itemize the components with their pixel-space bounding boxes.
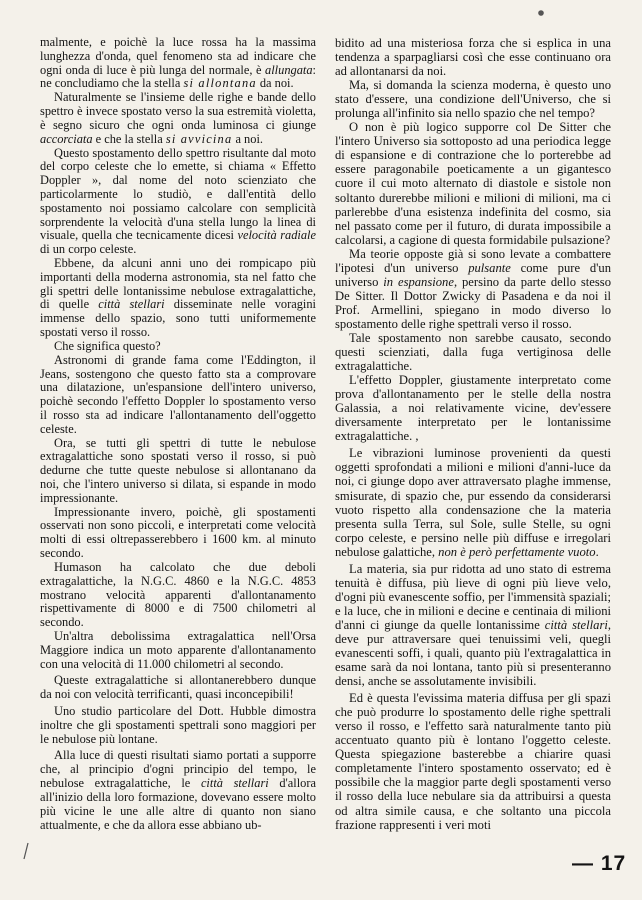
left-column-paragraph: Ora, se tutti gli spettri di tutte le nebulose extragalattiche sono spostati verso il rosso, si può dedurne che tutte queste nebulose si allontanano da noi, che l'intero universo si dilata, si espande in modo impressionante. (40, 435, 316, 505)
left-column-paragraph: Questo spostamento dello spettro risultante dal moto del corpo celeste che lo emette, si chiama « Effetto Doppler », dal nome del noto scienziato che particolarmente lo studiò, e dall'entità dello spostamento noi possiamo calcolare con semplicità sorprendente la velocità d'una stella lungo la linea di visuale, quella che tecnicamente dicesi velocità radiale di un corpo celeste. (40, 145, 316, 257)
left-column-paragraph: malmente, e poichè la luce rossa ha la massima lunghezza d'onda, quel fenomeno sta ad indicare che ogni onda di luce è più lunga del normale, è allungata: ne concludiamo che la stella si allontana da noi. (40, 35, 316, 91)
left-column-paragraph: Impressionante invero, poichè, gli spostamenti osservati non sono piccoli, e interpretati come velocità molti di essi oltrepasserebbero i 1600 km. al minuto secondo. (40, 504, 316, 561)
right-column-paragraph: bidito ad una misteriosa forza che si esplica in una tendenza a sparpagliarsi così che esse continuano ora ad allontanarsi da noi. (335, 36, 611, 79)
left-column (40, 36, 316, 832)
left-column-paragraph: Che significa questo? (54, 338, 161, 353)
left-column-paragraph: Astronomi di grande fama come l'Eddington, il Jeans, sostengono che questo fatto sta a comprovare una dilatazione, un'espansione dell'intero universo, poichè secondo l'effetto Doppler lo spostamento verso il rosso sta ad indicare l'allontanamento dell'oggetto celeste. (40, 352, 316, 436)
left-column-paragraph: Queste extragalattiche si allontanerebbero dunque da noi con velocità terrificanti, quasi inconcepibili! (40, 673, 316, 702)
margin-tick-mark (22, 842, 30, 860)
left-column-paragraph: Un'altra debolissima extragalattica nell'Orsa Maggiore indica un moto apparente d'allontanamento con una velocità di 11.000 chilometri al secondo. (40, 628, 316, 671)
left-column-paragraph: Ebbene, da alcuni anni uno dei rompicapo più importanti della moderna astronomia, sta nel fatto che gli spettri delle lontanissime nebulose extragalattiche, di quelle città stellari disseminate nelle voragini immense dello spazio, sono tutti uniformemente spostati verso il rosso. (40, 256, 316, 340)
right-column-paragraph: Ma teorie opposte già si sono levate a combattere l'ipotesi d'un universo pulsante come pure d'un universo in espansione, persino da parte dello stesso De Sitter. Il Dottor Zwicky di Pasadena e da noi il Prof. Armellini, spiegano in modo diverso lo spostamento delle righe spettrali verso il rosso. (335, 246, 611, 331)
right-column-paragraph: O non è più logico supporre col De Sitter che l'intero Universo sia sottoposto ad una periodica legge di espansione e di contrazione che lo porterebbe ad essere paragonabile poeticamente a un gigantesco cuore il cui moto alternato di diastole e sistole non soltanto durerebbe milioni e milioni di milioni, ma ci parlerebbe d'una esistenza indefinita del cosmo, sia nel passato come per il futuro, di durata impossibile a calcolarsi, a cagione di questa formidabile pulsazione? (335, 120, 611, 247)
left-column-paragraph: Humason ha calcolato che due deboli extragalattiche, la N.G.C. 4860 e la N.G.C. 4853 mostrano velocità apparenti d'allontanamento rispettivamente di 8000 e di 7500 chilometri al secondo. (40, 559, 316, 630)
right-column-paragraph: Ma, si domanda la scienza moderna, è questo uno stato d'essere, una condizione dell'Universo, che si prolunga all'infinito sia nello spazio che nel tempo? (335, 78, 611, 121)
page-number: — 17 (572, 852, 627, 875)
right-column-paragraph: La materia, sia pur ridotta ad uno stato di estrema tenuità è diffusa, più lieve di ogni più lieve velo, d'ogni più evanescente soffio, per l'immensità spaziali; e la luce, che in milioni e decine e centinaia di milioni d'anni ci giunge da quelle lontanissime città stellari, deve pur attraversare quei tenuissimi veli, quegli evanescenti soffi, i quali, quanto più l'extragalattica in esame sarà da noi lontana, tanto più si presenteranno densi, anche se assolutamente invisibili. (335, 561, 611, 689)
right-column-paragraph: Ed è questa l'evissima materia diffusa per gli spazi che può produrre lo spostamento delle righe spettrali verso il rosso, e l'effetto sarà naturalmente tanto più accentuato quanto più è lontano l'oggetto celeste. Questa spiegazione basterebbe a chiarire quasi completamente l'intero spostamento osservato; ed è possibile che la maggior parte degli spostamenti verso il rosso della luce nebulare sia da attribuirsi a questa od altra simile causa, e che soltanto una piccola frazione rappresenti i veri moti (335, 691, 611, 832)
right-column-paragraph: Le vibrazioni luminose provenienti da questi oggetti sprofondati a milioni e milioni d'anni-luce da noi, ci giunge dopo aver attraversato plaghe immense, smisurate, di spazio che, pur essendo da considerarsi vuoto rispetto alla condensazione che la materia presenta sulla Terra, sul Sole, sulle Stelle, su ogni corpo celeste, e persino nelle più diffuse e irregolari nebulose galattiche, non è però perfettamente vuoto. (335, 446, 611, 559)
left-column-paragraph: Uno studio particolare del Dott. Hubble dimostra inoltre che gli spostamenti spettrali sono maggiori per le nebulose più lontane. (40, 704, 316, 746)
left-column-paragraph: Naturalmente se l'insieme delle righe e bande dello spettro è invece spostato verso la sua estremità violetta, è segno sicuro che ogni onda luminosa ci giunge accorciata e che la stella si avvicina a noi. (40, 90, 316, 146)
left-column-paragraph: Alla luce di questi risultati siamo portati a supporre che, al principio d'ogni principio del tempo, le nebulose extragalattiche, le città stellari d'allora all'inizio della loro formazione, dovevano essere molto più vicine le une alle altre di quanto non siano attualmente, e che da allora esse abbiano ub- (40, 748, 316, 832)
right-column-paragraph: Tale spostamento non sarebbe causato, secondo questi scienziati, dalla fuga vertiginosa delle extragalattiche. (335, 330, 611, 374)
right-column-paragraph: L'effetto Doppler, giustamente interpretato come prova d'allontanamento per le stelle della nostra Galassia, a noi relativamente vicine, dev'essere diversamente interpretato per le lontanissime extragalattiche. , (335, 373, 611, 444)
right-column (335, 36, 611, 832)
ink-dot-mark (536, 8, 546, 18)
